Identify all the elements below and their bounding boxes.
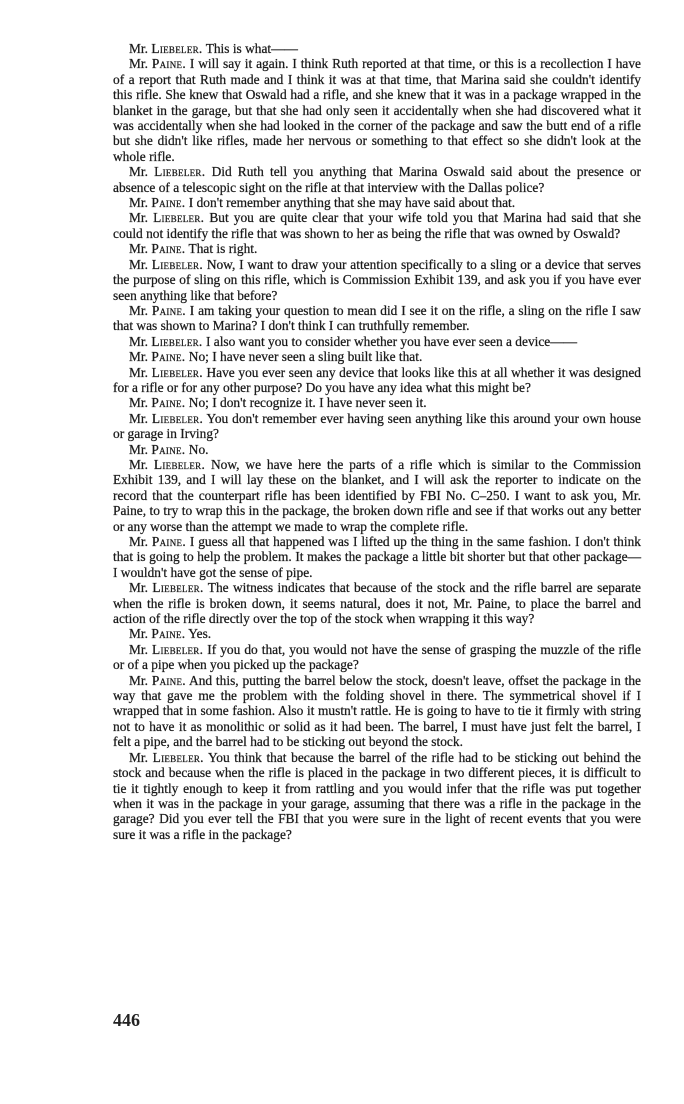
speaker-title: Mr. [129, 241, 148, 257]
testimony-paragraph [113, 411, 641, 442]
speech-text: No. [188, 441, 209, 457]
speech-text: I also want you to consider whether you have ever seen a device—— [205, 333, 578, 349]
testimony-paragraph [113, 56, 641, 164]
speaker-title: Mr. [129, 626, 148, 642]
testimony-paragraph [113, 395, 641, 410]
speaker-title: Mr. [129, 41, 148, 56]
speech-text: I am taking your question to mean did I see it on the rifle, a sling on the rifle I saw that was shown to Marina? I don't think I can truthfully remember. [113, 302, 641, 334]
speech-text: I will say it again. I think Ruth reported at that time, or this is a recollection I have of a report that Ruth made and I think it was at that time, that Marina said she couldn't identify this rifle. She knew that Oswald had a rifle, and she knew that it was in a package wrapped in the blanket in the garage, but that she had only seen it accidentally when she had discovered what it was accidentally when she had looked in the corner of the package and saw the butt end of a rifle but she didn't like rifles, made her nervous or something to that effect so she didn't look at the whole rifle. [113, 56, 641, 164]
testimony-paragraph [113, 349, 641, 364]
speaker-title: Mr. [129, 256, 148, 272]
testimony-paragraph [113, 210, 641, 241]
speaker-name: Liebeler. [153, 456, 206, 472]
testimony-paragraph [113, 442, 641, 457]
speech-text: I don't remember anything that she may have said about that. [188, 195, 516, 211]
speaker-title: Mr. [129, 410, 148, 426]
speaker-name: Liebeler. [151, 410, 204, 426]
speaker-title: Mr. [129, 302, 148, 318]
speaker-title: Mr. [129, 395, 148, 411]
speaker-name: Liebeler. [152, 641, 204, 657]
speaker-title: Mr. [129, 56, 148, 72]
speaker-title: Mr. [129, 641, 148, 657]
speech-text: The witness indicates that because of the stock and the rifle barrel are separate when the rifle is broken down, it seems natural, does it not, Mr. Paine, to place the barrel and action of the rifle directly over the top of the stock when wrapping it this way? [113, 580, 641, 627]
speaker-title: Mr. [129, 749, 148, 765]
speech-text: And this, putting the barrel below the stock, doesn't leave, offset the package in the way that gave me the problem with the folding shovel in there. The symmetrical shovel if I wrapped that in some fashion. Also it mustn't rattle. He is going to have to tie it firmly with string not to have it as monolithic or solid as it had been. The barrel, I must have just felt the barrel, I felt a pipe, and the barrel had to be sticking out beyond the stock. [113, 672, 641, 750]
speaker-name: Paine. [151, 534, 186, 549]
testimony-paragraph [113, 642, 641, 673]
speaker-name: Paine. [151, 56, 186, 72]
speaker-name: Paine. [151, 302, 186, 318]
speech-text: I guess all that happened was I lifted up the thing in the same fashion. I don't think that is going to help the problem. It makes the package a little bit shorter but that other package—I wouldn't have got the sense of pipe. [113, 534, 641, 580]
speech-text: No; I don't recognize it. I have never seen it. [188, 395, 427, 411]
speaker-title: Mr. [129, 364, 148, 380]
testimony-paragraph [113, 750, 641, 842]
speaker-title: Mr. [129, 441, 148, 457]
speaker-title: Mr. [129, 210, 148, 226]
speaker-title: Mr. [129, 333, 148, 349]
speech-text: You don't remember ever having seen anything like this around your own house or garage in Irving? [113, 410, 641, 442]
speaker-name: Paine. [151, 241, 186, 257]
speaker-name: Paine. [151, 395, 186, 411]
speaker-title: Mr. [129, 534, 148, 549]
speech-text: You think that because the barrel of the rifle had to be sticking out behind the stock and because when the rifle is placed in the package in two different pieces, it is difficult to tie it tightly enough to keep it from rattling and you would infer that the rifle was put together when it was in the package in your garage, assuming that there was a rifle in the package in the garage? Did you ever tell the FBI that you were sure in the light of recent events that you were sure it was a rifle in the package? [113, 749, 641, 842]
testimony-paragraph [113, 334, 641, 349]
testimony-paragraph [113, 195, 641, 210]
testimony-paragraph [113, 534, 641, 580]
speaker-title: Mr. [129, 456, 148, 472]
page-number: 446 [113, 1010, 140, 1030]
speech-text: That is right. [188, 241, 258, 257]
speaker-name: Liebeler. [153, 210, 205, 226]
speech-text: This is what—— [205, 41, 298, 56]
testimony-paragraph [113, 580, 641, 626]
speaker-title: Mr. [129, 195, 148, 211]
speech-text: But you are quite clear that your wife told you that Marina had said that she could not identify the rifle that was shown to her as being the rifle that was owned by Oswald? [113, 210, 641, 241]
speech-text: Did Ruth tell you anything that Marina Oswald said about the presence or absence of a telescopic sight on the rifle at that interview with the Dallas police? [113, 164, 641, 195]
speaker-name: Paine. [151, 441, 186, 457]
speaker-title: Mr. [129, 672, 148, 688]
speaker-name: Liebeler. [151, 256, 204, 272]
speaker-name: Liebeler. [152, 749, 204, 765]
speaker-title: Mr. [129, 580, 148, 596]
speaker-name: Paine. [151, 349, 186, 365]
speech-text: Have you ever seen any device that looks like this at all whether it was designed for a rifle or for any other purpose? Do you have any idea what this might be? [113, 364, 641, 395]
speaker-name: Paine. [151, 672, 186, 688]
testimony-paragraph [113, 257, 641, 303]
testimony-paragraph [113, 457, 641, 534]
testimony-paragraph [113, 41, 641, 56]
testimony-paragraph [113, 164, 641, 195]
speaker-name: Liebeler. [151, 41, 203, 56]
speaker-name: Liebeler. [151, 364, 203, 380]
speaker-title: Mr. [129, 164, 148, 180]
speaker-name: Paine. [151, 626, 186, 642]
speaker-title: Mr. [129, 349, 148, 365]
speech-text: Now, we have here the parts of a rifle which is similar to the Commission Exhibit 139, and I will lay these on the blanket, and I will ask the reporter to indicate on the record that the counterpart rifle has been identified by FBI No. C–250. I want to ask you, Mr. Paine, to try to wrap this in the package, the broken down rifle and see if that works out any better or any worse than the attempt we made to wrap the complete rifle. [113, 456, 641, 534]
speaker-name: Paine. [151, 195, 186, 211]
speech-text: Yes. [188, 626, 212, 642]
speech-text: Now, I want to draw your attention specifically to a sling or a device that serves the purpose of sling on this rifle, which is Commission Exhibit 139, and ask you if you have ever seen anything like that before? [113, 256, 641, 303]
testimony-paragraph [113, 673, 641, 750]
speaker-name: Liebeler. [152, 580, 204, 596]
testimony-paragraph [113, 303, 641, 334]
speaker-name: Liebeler. [154, 164, 206, 180]
testimony-paragraph [113, 626, 641, 641]
speech-text: No; I have never seen a sling built like that. [188, 349, 423, 365]
testimony-paragraph [113, 365, 641, 396]
testimony-paragraph [113, 241, 641, 256]
speaker-name: Liebeler. [151, 333, 203, 349]
testimony-text [113, 41, 641, 842]
speech-text: If you do that, you would not have the sense of grasping the muzzle of the rifle or of a pipe when you picked up the package? [113, 641, 641, 673]
